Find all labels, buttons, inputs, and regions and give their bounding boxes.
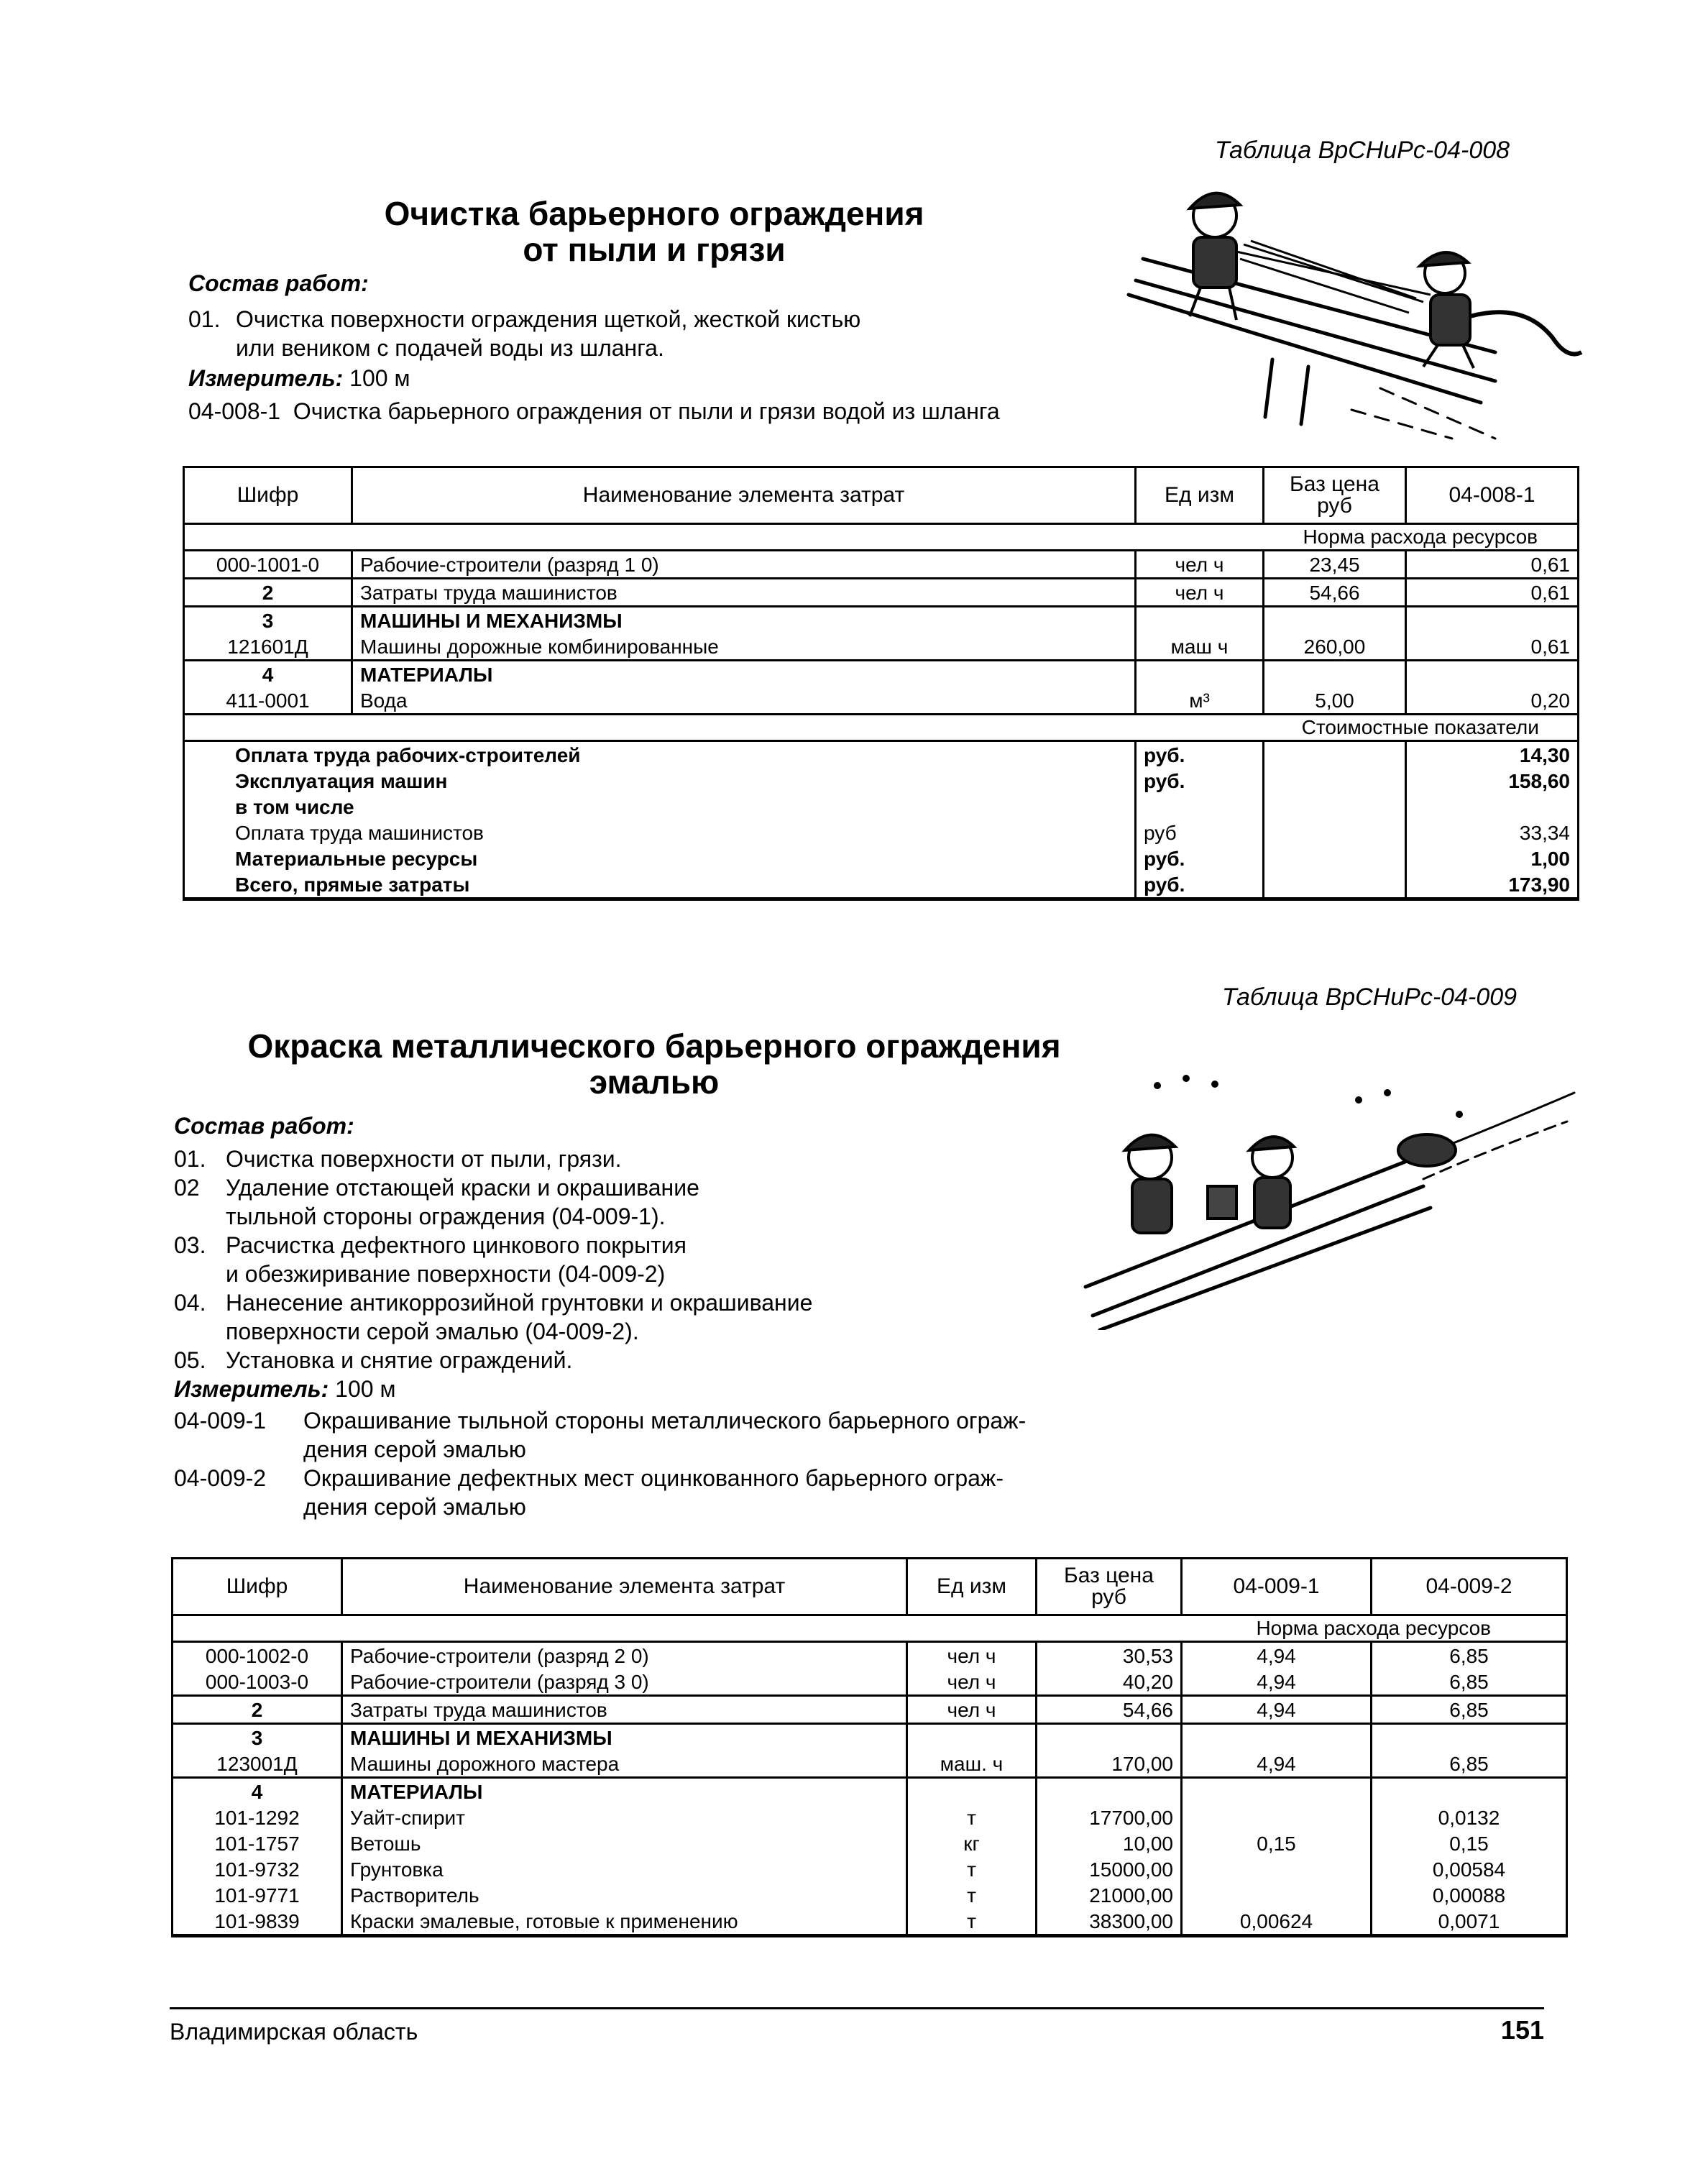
cost-unit: руб xyxy=(1136,820,1264,845)
table-row xyxy=(173,1882,1567,1908)
table-row xyxy=(184,687,1579,715)
works-item-text: Нанесение антикоррозийной грунтовки и окрашивание xyxy=(226,1290,813,1316)
meter-line xyxy=(188,364,410,393)
row-price xyxy=(1037,1778,1182,1805)
row-code: 123001Д xyxy=(173,1751,342,1778)
works-item-text: Очистка поверхности ограждения щеткой, жесткой кистью xyxy=(236,306,861,332)
row-unit: чел ч xyxy=(907,1669,1037,1696)
row-value: 4,94 xyxy=(1182,1669,1372,1696)
section-title xyxy=(259,196,1050,267)
row-code: 101-9839 xyxy=(173,1908,342,1936)
meter-value: 100 м xyxy=(349,365,410,391)
row-value: 6,85 xyxy=(1372,1642,1567,1669)
row-price: 38300,00 xyxy=(1037,1908,1182,1936)
table-row xyxy=(173,1804,1567,1830)
row-price: 54,66 xyxy=(1037,1696,1182,1724)
works-item-text: и обезжиривание поверхности (04-009-2) xyxy=(226,1261,666,1287)
row-value: 0,20 xyxy=(1406,687,1579,715)
row-code: 4 xyxy=(173,1778,342,1805)
row-unit: т xyxy=(907,1856,1037,1882)
row-price xyxy=(1264,607,1406,634)
cost-unit: руб. xyxy=(1136,845,1264,871)
cost-row xyxy=(184,845,1579,871)
works-item xyxy=(174,1173,812,1202)
workers-cleaning-illustration xyxy=(1093,173,1596,446)
table-row xyxy=(184,551,1579,579)
cost-value: 33,34 xyxy=(1406,820,1579,845)
resource-table xyxy=(171,1557,1568,1937)
row-unit xyxy=(907,1778,1037,1805)
item-line xyxy=(188,397,1000,426)
band-row xyxy=(184,715,1579,741)
header-code: Шифр xyxy=(184,467,352,524)
works-item-text: тыльной стороны ограждения (04-009-1). xyxy=(226,1203,666,1229)
row-value: 6,85 xyxy=(1372,1751,1567,1778)
table-header-row xyxy=(184,467,1579,524)
row-price: 15000,00 xyxy=(1037,1856,1182,1882)
works-heading: Состав работ: xyxy=(188,270,369,296)
item-code: 04-009-1 xyxy=(174,1408,267,1434)
row-value: 4,94 xyxy=(1182,1642,1372,1669)
section-title-line: Очистка барьерного ограждения xyxy=(384,195,924,232)
meter-value: 100 м xyxy=(335,1376,396,1402)
table-row xyxy=(173,1751,1567,1778)
row-unit xyxy=(1136,661,1264,688)
cost-name: Оплата труда рабочих-строителей xyxy=(184,741,1136,769)
works-item-number: 03. xyxy=(174,1232,206,1258)
row-name: Ветошь xyxy=(342,1830,907,1856)
item-text: дения серой эмалью xyxy=(303,1494,526,1520)
row-value xyxy=(1182,1724,1372,1751)
cost-value: 1,00 xyxy=(1406,845,1579,871)
row-name: Машины дорожные комбинированные xyxy=(352,633,1136,661)
works-item-text: Очистка поверхности от пыли, грязи. xyxy=(226,1146,622,1172)
row-price: 17700,00 xyxy=(1037,1804,1182,1830)
row-price: 40,20 xyxy=(1037,1669,1182,1696)
row-price xyxy=(1264,661,1406,688)
table-row xyxy=(184,661,1579,688)
row-code: 101-1757 xyxy=(173,1830,342,1856)
section-title xyxy=(173,1028,1136,1100)
item-list xyxy=(174,1406,1026,1521)
row-name: Грунтовка xyxy=(342,1856,907,1882)
row-name: Затраты труда машинистов xyxy=(342,1696,907,1724)
cost-name: Всего, прямые затраты xyxy=(184,871,1136,899)
works-item-number: 02 xyxy=(174,1175,200,1201)
footer-divider xyxy=(170,2007,1544,2009)
cost-value: 14,30 xyxy=(1406,741,1579,769)
row-name: МАТЕРИАЛЫ xyxy=(342,1778,907,1805)
cost-row xyxy=(184,768,1579,794)
item-code: 04-008-1 xyxy=(188,398,281,424)
table-row xyxy=(173,1724,1567,1751)
row-value xyxy=(1182,1804,1372,1830)
row-name: МАШИНЫ И МЕХАНИЗМЫ xyxy=(342,1724,907,1751)
row-unit: чел ч xyxy=(1136,551,1264,579)
table-row xyxy=(173,1669,1567,1696)
cost-name: Материальные ресурсы xyxy=(184,845,1136,871)
band-norm: Норма расхода ресурсов xyxy=(1264,524,1579,551)
table-row xyxy=(173,1908,1567,1936)
row-name: Краски эмалевые, готовые к применению xyxy=(342,1908,907,1936)
band-row xyxy=(173,1615,1567,1642)
row-value xyxy=(1182,1882,1372,1908)
row-value: 0,00624 xyxy=(1182,1908,1372,1936)
row-value: 0,61 xyxy=(1406,579,1579,607)
item-text: Окрашивание тыльной стороны металлического барьерного ограж- xyxy=(303,1408,1027,1434)
table-row xyxy=(173,1856,1567,1882)
works-item-text: поверхности серой эмалью (04-009-2). xyxy=(226,1318,639,1344)
section-title-line: эмалью xyxy=(589,1063,720,1101)
resource-table xyxy=(183,466,1579,901)
row-unit: чел ч xyxy=(907,1642,1037,1669)
row-unit: маш. ч xyxy=(907,1751,1037,1778)
cost-name: Оплата труда машинистов xyxy=(184,820,1136,845)
row-value xyxy=(1406,661,1579,688)
item-text: Окрашивание дефектных мест оцинкованного барьерного ограж- xyxy=(303,1465,1004,1491)
row-value: 6,85 xyxy=(1372,1669,1567,1696)
row-code: 101-1292 xyxy=(173,1804,342,1830)
row-price: 23,45 xyxy=(1264,551,1406,579)
row-code: 000-1001-0 xyxy=(184,551,352,579)
row-price: 30,53 xyxy=(1037,1642,1182,1669)
band-norm: Норма расхода ресурсов xyxy=(1182,1615,1567,1642)
table-row xyxy=(184,607,1579,634)
meter-label: Измеритель: xyxy=(174,1376,329,1402)
row-value xyxy=(1372,1724,1567,1751)
row-value: 4,94 xyxy=(1182,1751,1372,1778)
row-value: 0,0132 xyxy=(1372,1804,1567,1830)
header-col1: 04-009-1 xyxy=(1182,1559,1372,1615)
row-code: 000-1003-0 xyxy=(173,1669,342,1696)
item-line xyxy=(174,1406,1026,1435)
meter-label: Измеритель: xyxy=(188,365,344,391)
cost-unit xyxy=(1136,794,1264,820)
cost-row xyxy=(184,794,1579,820)
item-text: дения серой эмалью xyxy=(303,1436,526,1462)
row-unit xyxy=(1136,607,1264,634)
cost-unit: руб. xyxy=(1136,741,1264,769)
header-unit: Ед изм xyxy=(907,1559,1037,1615)
row-price: 21000,00 xyxy=(1037,1882,1182,1908)
cost-name: Эксплуатация машин xyxy=(184,768,1136,794)
meter-line xyxy=(174,1375,395,1403)
table-row xyxy=(173,1696,1567,1724)
row-name: Вода xyxy=(352,687,1136,715)
row-unit: м³ xyxy=(1136,687,1264,715)
table-header-row xyxy=(173,1559,1567,1615)
band-cost: Стоимостные показатели xyxy=(1264,715,1579,741)
row-unit: т xyxy=(907,1882,1037,1908)
workers-painting-illustration xyxy=(1071,1071,1589,1330)
header-price: Баз цена руб xyxy=(1264,467,1406,524)
row-value: 4,94 xyxy=(1182,1696,1372,1724)
row-price: 10,00 xyxy=(1037,1830,1182,1856)
cost-value xyxy=(1406,794,1579,820)
cost-row xyxy=(184,820,1579,845)
works-item-number: 04. xyxy=(174,1290,206,1316)
works-item xyxy=(174,1145,812,1173)
header-price: Баз цена руб xyxy=(1037,1559,1182,1615)
row-unit: т xyxy=(907,1908,1037,1936)
item-code: 04-009-2 xyxy=(174,1465,267,1491)
works-item-text: или веником с подачей воды из шланга. xyxy=(236,335,664,361)
works-item-number: 01. xyxy=(174,1146,206,1172)
row-code: 3 xyxy=(184,607,352,634)
row-value: 0,61 xyxy=(1406,633,1579,661)
table-label: Таблица ВрСНиРс-04-008 xyxy=(1215,137,1510,164)
row-code: 4 xyxy=(184,661,352,688)
row-value: 0,61 xyxy=(1406,551,1579,579)
row-price xyxy=(1037,1724,1182,1751)
row-code: 101-9771 xyxy=(173,1882,342,1908)
footer-region: Владимирская область xyxy=(170,2019,418,2045)
row-value: 6,85 xyxy=(1372,1696,1567,1724)
row-name: Уайт-спирит xyxy=(342,1804,907,1830)
row-value: 0,00584 xyxy=(1372,1856,1567,1882)
row-price: 5,00 xyxy=(1264,687,1406,715)
cost-unit: руб. xyxy=(1136,871,1264,899)
row-price: 170,00 xyxy=(1037,1751,1182,1778)
table-row xyxy=(184,633,1579,661)
row-value: 0,15 xyxy=(1372,1830,1567,1856)
row-name: Рабочие-строители (разряд 1 0) xyxy=(352,551,1136,579)
row-code: 3 xyxy=(173,1724,342,1751)
section-title-line: от пыли и грязи xyxy=(523,231,786,268)
row-name: Рабочие-строители (разряд 3 0) xyxy=(342,1669,907,1696)
row-code: 2 xyxy=(184,579,352,607)
row-value xyxy=(1372,1778,1567,1805)
row-unit: кг xyxy=(907,1830,1037,1856)
works-item-text: Расчистка дефектного цинкового покрытия xyxy=(226,1232,687,1258)
row-price: 54,66 xyxy=(1264,579,1406,607)
row-code: 000-1002-0 xyxy=(173,1642,342,1669)
row-name: Затраты труда машинистов xyxy=(352,579,1136,607)
cost-name: в том числе xyxy=(184,794,1136,820)
row-code: 101-9732 xyxy=(173,1856,342,1882)
row-name: Растворитель xyxy=(342,1882,907,1908)
works-item-text: Удаление отстающей краски и окрашивание xyxy=(226,1175,699,1201)
row-unit xyxy=(907,1724,1037,1751)
header-col1: 04-008-1 xyxy=(1406,467,1579,524)
row-code: 121601Д xyxy=(184,633,352,661)
header-name: Наименование элемента затрат xyxy=(342,1559,907,1615)
table-label: Таблица ВрСНиРс-04-009 xyxy=(1222,983,1518,1011)
table-row xyxy=(173,1830,1567,1856)
cost-unit: руб. xyxy=(1136,768,1264,794)
works-item-number: 05. xyxy=(174,1347,206,1373)
row-value: 0,0071 xyxy=(1372,1908,1567,1936)
cost-value: 158,60 xyxy=(1406,768,1579,794)
works-item xyxy=(188,305,860,362)
row-price: 260,00 xyxy=(1264,633,1406,661)
row-value xyxy=(1182,1778,1372,1805)
works-list xyxy=(174,1145,812,1375)
page-number: 151 xyxy=(1500,2015,1544,2045)
band-row xyxy=(184,524,1579,551)
header-unit: Ед изм xyxy=(1136,467,1264,524)
row-name: Рабочие-строители (разряд 2 0) xyxy=(342,1642,907,1669)
section-title-line: Окраска металлического барьерного ограждения xyxy=(247,1027,1061,1065)
row-name: МАШИНЫ И МЕХАНИЗМЫ xyxy=(352,607,1136,634)
row-unit: чел ч xyxy=(1136,579,1264,607)
row-value xyxy=(1406,607,1579,634)
table-row xyxy=(173,1778,1567,1805)
works-item xyxy=(174,1288,812,1317)
row-value xyxy=(1182,1856,1372,1882)
header-code: Шифр xyxy=(173,1559,342,1615)
header-name: Наименование элемента затрат xyxy=(352,467,1136,524)
table-row xyxy=(173,1642,1567,1669)
works-item-text: Установка и снятие ограждений. xyxy=(226,1347,573,1373)
row-unit: чел ч xyxy=(907,1696,1037,1724)
row-code: 411-0001 xyxy=(184,687,352,715)
cost-value: 173,90 xyxy=(1406,871,1579,899)
item-text: Очистка барьерного ограждения от пыли и грязи водой из шланга xyxy=(293,398,1000,424)
cost-row xyxy=(184,871,1579,899)
row-unit: маш ч xyxy=(1136,633,1264,661)
row-name: Машины дорожного мастера xyxy=(342,1751,907,1778)
cost-row xyxy=(184,741,1579,769)
row-unit: т xyxy=(907,1804,1037,1830)
table-row xyxy=(184,579,1579,607)
works-item xyxy=(174,1231,812,1260)
item-line xyxy=(174,1464,1026,1492)
row-value: 0,15 xyxy=(1182,1830,1372,1856)
row-value: 0,00088 xyxy=(1372,1882,1567,1908)
works-item xyxy=(174,1346,812,1375)
works-heading: Состав работ: xyxy=(174,1113,354,1139)
row-name: МАТЕРИАЛЫ xyxy=(352,661,1136,688)
header-col2: 04-009-2 xyxy=(1372,1559,1567,1615)
row-code: 2 xyxy=(173,1696,342,1724)
works-item-number: 01. xyxy=(188,306,221,332)
